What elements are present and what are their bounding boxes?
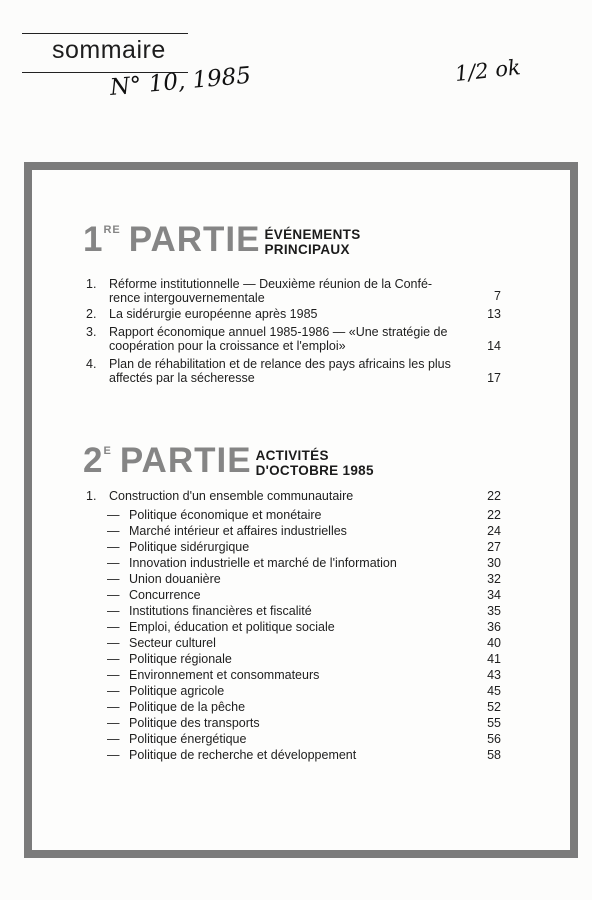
part-2-heading <box>83 443 374 478</box>
entry-title-line: affectés par la sécheresse <box>109 371 255 385</box>
subentry-title: Union douanière <box>129 572 221 586</box>
entry-title-line: Construction d'un ensemble communautaire <box>109 489 354 503</box>
subentry-page: 30 <box>487 556 501 570</box>
subentry-title: Institutions financières et fiscalité <box>129 604 312 618</box>
subentry-dash: — <box>107 604 120 618</box>
part-subtitle-line: D'OCTOBRE 1985 <box>255 463 374 478</box>
part-subtitle <box>265 227 361 257</box>
part-number: 2 <box>83 441 103 480</box>
subentry-dash: — <box>107 732 120 746</box>
part-ordinal-suffix: E <box>103 445 112 457</box>
entry-number: 2. <box>86 307 97 321</box>
subentry-dash: — <box>107 748 120 762</box>
entry-title-line: Réforme institutionnelle — Deuxième réunion de la Confé- <box>109 277 433 291</box>
subentry-dash: — <box>107 668 120 682</box>
subentry-page: 45 <box>487 684 501 698</box>
subentry-title: Politique sidérurgique <box>129 540 250 554</box>
subentry-dash: — <box>107 716 120 730</box>
part-subtitle <box>256 448 374 478</box>
subentry-dash: — <box>107 620 120 634</box>
subentry-title: Emploi, éducation et politique sociale <box>129 620 335 634</box>
part-subtitle-line: PRINCIPAUX <box>264 242 350 257</box>
subentry-dash: — <box>107 684 120 698</box>
entry-title-line: coopération pour la croissance et l'emploi» <box>109 339 346 353</box>
subentry-title: Politique régionale <box>129 652 232 666</box>
subentry-page: 52 <box>487 700 501 714</box>
entry-title-line: La sidérurgie européenne après 1985 <box>109 307 318 321</box>
subentry-dash: — <box>107 524 120 538</box>
entry-number: 4. <box>86 357 97 371</box>
subentry-title: Politique énergétique <box>129 732 247 746</box>
entry-page: 22 <box>487 489 501 503</box>
part-1-heading <box>83 222 361 257</box>
part-subtitle-line: ÉVÉNEMENTS <box>264 227 361 242</box>
subentry-page: 40 <box>487 636 501 650</box>
subentry-dash: — <box>107 588 120 602</box>
entry-title-line: Rapport économique annuel 1985-1986 — «Une stratégie de <box>109 325 448 339</box>
subentry-title: Politique agricole <box>129 684 225 698</box>
subentry-dash: — <box>107 508 120 522</box>
subentry-title: Concurrence <box>129 588 201 602</box>
subentry-page: 27 <box>487 540 501 554</box>
subentry-dash: — <box>107 540 120 554</box>
subentry-title: Politique des transports <box>129 716 260 730</box>
subentry-page: 55 <box>487 716 501 730</box>
handwritten-issue-note: N° 10, 1985 <box>108 62 252 101</box>
part-word: PARTIE <box>119 441 252 480</box>
subentry-dash: — <box>107 556 120 570</box>
subentry-page: 34 <box>487 588 501 602</box>
subentry-dash: — <box>107 652 120 666</box>
title-top-rule <box>22 33 188 34</box>
subentry-page: 58 <box>487 748 501 762</box>
entry-number: 3. <box>86 325 97 339</box>
subentry-page: 32 <box>487 572 501 586</box>
part-subtitle-line: ACTIVITÉS <box>255 448 329 463</box>
entry-page: 17 <box>487 371 501 385</box>
part-word: PARTIE <box>128 220 261 259</box>
subentry-page: 36 <box>487 620 501 634</box>
subentry-page: 22 <box>487 508 501 522</box>
subentry-dash: — <box>107 636 120 650</box>
entry-title-line: Plan de réhabilitation et de relance des pays africains les plus <box>109 357 451 371</box>
subentry-title: Environnement et consommateurs <box>129 668 320 682</box>
entry-number: 1. <box>86 489 97 503</box>
entry-number: 1. <box>86 277 97 291</box>
subentry-title: Innovation industrielle et marché de l'information <box>129 556 397 570</box>
part-ordinal-suffix: RE <box>103 224 121 236</box>
handwritten-check-mark: 1/2 ok <box>453 55 522 86</box>
part-number: 1 <box>83 220 103 259</box>
subentry-title: Politique économique et monétaire <box>129 508 322 522</box>
subentry-title: Politique de la pêche <box>129 700 246 714</box>
subentry-dash: — <box>107 572 120 586</box>
subentry-dash: — <box>107 700 120 714</box>
subentry-page: 35 <box>487 604 501 618</box>
subentry-page: 56 <box>487 732 501 746</box>
subentry-page: 43 <box>487 668 501 682</box>
subentry-page: 41 <box>487 652 501 666</box>
subentry-title: Marché intérieur et affaires industrielles <box>129 524 347 538</box>
page-title: sommaire <box>52 36 166 64</box>
entry-page: 14 <box>487 339 501 353</box>
subentry-page: 24 <box>487 524 501 538</box>
entry-page: 7 <box>494 289 501 303</box>
subentry-title: Politique de recherche et développement <box>129 748 357 762</box>
entry-title-line: rence intergouvernementale <box>109 291 265 305</box>
entry-page: 13 <box>487 307 501 321</box>
subentry-title: Secteur culturel <box>129 636 216 650</box>
